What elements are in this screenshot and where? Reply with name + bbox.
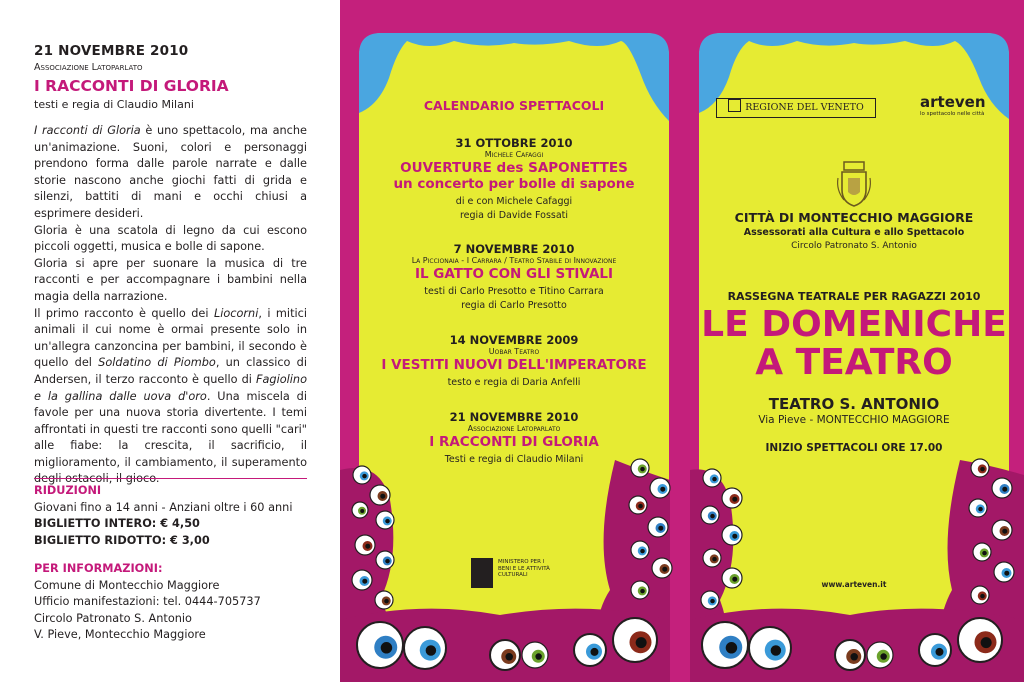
eye-icon: [994, 562, 1014, 582]
assessorati-label: Assessorati alla Cultura e allo Spettacolo: [743, 227, 965, 238]
eye-icon: [355, 535, 375, 555]
eye-icon: [703, 549, 721, 567]
eye-icon: [701, 591, 719, 609]
riduzioni-line: Giovani fino a 14 anni - Anziani oltre i 60 anni: [34, 500, 293, 514]
arteven-tagline: lo spettacolo nelle città: [920, 111, 985, 117]
eye-icon: [652, 558, 672, 578]
eye-icon: [958, 618, 1002, 662]
main-title-line1: LE DOMENICHE: [701, 304, 1007, 345]
eye-icon: [973, 543, 991, 561]
brochure-spread: [340, 0, 1024, 682]
eye-icon: [650, 478, 670, 498]
circolo-label: Circolo Patronato S. Antonio: [791, 241, 917, 251]
eye-icon: [522, 642, 548, 668]
description-paragraph: Gloria si apre per suonare la musica di tre racconti e per accompagnare i bambini nella magia della narrazione.: [34, 256, 307, 303]
teatro-address: Via Pieve - MONTECCHIO MAGGIORE: [758, 414, 950, 426]
info-heading: PER INFORMAZIONI:: [34, 562, 163, 575]
info-line: V. Pieve, Montecchio Maggiore: [34, 628, 206, 642]
text-span: , un classico di Andersen, il terzo racconto è quello di: [34, 356, 307, 386]
eye-icon: [749, 627, 791, 669]
description-paragraph: Gloria è una scatola di legno da cui escono piccoli oggetti, musica e bolle di sapone.: [34, 223, 307, 254]
left-text-column: [0, 0, 340, 682]
eye-icon: [376, 511, 394, 529]
eye-icon: [703, 469, 721, 487]
info-line: Ufficio manifestazioni: tel. 0444-705737: [34, 595, 261, 609]
event-credit: testi e regia di Claudio Milani: [34, 98, 194, 111]
eye-icon: [631, 459, 649, 477]
eye-icon: [835, 640, 865, 670]
show-date: 31 OTTOBRE 2010: [455, 136, 573, 150]
text-span: Il primo racconto è quello dei: [34, 306, 214, 320]
show-company: Associazione Latoparlato: [467, 424, 561, 433]
eye-icon: [971, 459, 989, 477]
event-company: Associazione Latoparlato: [34, 62, 143, 73]
eye-icon: [722, 525, 742, 545]
event-title: I RACCONTI DI GLORIA: [34, 77, 229, 95]
eye-icon: [701, 506, 719, 524]
regione-label: REGIONE DEL VENETO: [745, 102, 864, 113]
teatro-name: TEATRO S. ANTONIO: [768, 395, 940, 413]
eye-icon: [631, 541, 649, 559]
event-date: 21 NOVEMBRE 2010: [34, 43, 189, 59]
show-credit: regia di Davide Fossati: [459, 210, 569, 221]
eye-icon: [352, 502, 368, 518]
info-line: Circolo Patronato S. Antonio: [34, 611, 192, 625]
eye-icon: [370, 485, 390, 505]
italic-title: Soldatino di Piombo: [98, 356, 216, 370]
show-title: I VESTITI NUOVI DELL'IMPERATORE: [381, 357, 647, 373]
ticket-reduced-price: BIGLIETTO RIDOTTO: € 3,00: [34, 533, 210, 547]
show-company: Uobar Teatro: [488, 347, 540, 356]
eye-icon: [629, 496, 647, 514]
info-section: [34, 561, 261, 644]
eye-icon: [969, 499, 987, 517]
riduzioni-heading: RIDUZIONI: [34, 484, 102, 497]
italic-title: Liocorni: [213, 306, 259, 320]
eye-icon: [357, 622, 403, 668]
eye-icon: [376, 551, 394, 569]
eye-icon: [702, 622, 748, 668]
show-company: Michele Cafaggi: [484, 150, 544, 159]
calendar-heading: CALENDARIO SPETTACOLI: [423, 98, 605, 113]
riduzioni-section: [34, 483, 292, 549]
show-date: 7 NOVEMBRE 2010: [453, 242, 575, 256]
show-credit: regia di Carlo Presotto: [461, 300, 567, 311]
eye-icon: [613, 618, 657, 662]
arteven-name: arteven: [920, 93, 986, 111]
eye-icon: [490, 640, 520, 670]
rassegna-label: RASSEGNA TEATRALE PER RAGAZZI 2010: [727, 290, 981, 303]
description-paragraph: [34, 123, 307, 223]
info-line: Comune di Montecchio Maggiore: [34, 578, 220, 592]
show-credit: testi di Carlo Presotto e Titino Carrara: [424, 286, 604, 297]
eye-icon: [867, 642, 893, 668]
show-credit: testo e regia di Daria Anfelli: [447, 377, 581, 388]
eye-icon: [353, 466, 371, 484]
show-date: 14 NOVEMBRE 2009: [449, 333, 579, 347]
text-span: , i mitici animali il cui nome è ormai presente solo in un'allegra canzoncina per bambini, il secondo è quello del: [34, 306, 307, 370]
eye-icon: [992, 520, 1012, 540]
text-span: è uno spettacolo, ma anche un'animazione. Suoni, colori e personaggi prendono forma dalle parole narrate e dalle storie nascono anche giochi fatti di grida e silenzi, battiti di mani e occhi chiusi a esprimere desideri.: [34, 124, 307, 220]
eye-icon: [631, 581, 649, 599]
show-credit: Testi e regia di Claudio Milani: [444, 454, 584, 465]
italic-title: Fagiolino e la gallina dalle uova d'oro: [34, 372, 307, 403]
event-description: [34, 123, 307, 488]
start-time: INIZIO SPETTACOLI ORE 17.00: [765, 442, 943, 454]
description-paragraph: [34, 306, 307, 489]
ticket-full-price: BIGLIETTO INTERO: € 4,50: [34, 517, 200, 531]
main-title-line2: A TEATRO: [755, 342, 953, 383]
show-credit: di e con Michele Cafaggi: [455, 196, 573, 207]
eye-icon: [992, 478, 1012, 498]
website-label: www.arteven.it: [821, 580, 887, 589]
eye-icon: [375, 591, 393, 609]
monster-eyes-decoration: [340, 0, 1024, 682]
eye-icon: [722, 488, 742, 508]
italic-title: I racconti di Gloria: [34, 124, 141, 137]
show-company: La Piccionaia - I Carrara / Teatro Stabile di Innovazione: [411, 256, 617, 265]
divider: [34, 478, 307, 479]
show-date: 21 NOVEMBRE 2010: [449, 410, 579, 424]
eye-icon: [648, 517, 668, 537]
show-title: I RACCONTI DI GLORIA: [429, 434, 599, 450]
text-span: . Una miscela di favole per una nuova storia divertente. I temi affrontati in questi tre racconti sono quelli "cari" alle fiabe: la crescita, il sacrificio, il miglioramento, il cambiamento, il superamento degli ostacoli, il gioco.: [34, 389, 307, 486]
eye-icon: [919, 634, 951, 666]
eye-icon: [352, 570, 372, 590]
eye-icon: [722, 568, 742, 588]
eye-icon: [404, 627, 446, 669]
eye-icon: [971, 586, 989, 604]
show-subtitle: un concerto per bolle di sapone: [393, 176, 635, 192]
ministry-label: MINISTERO PER I BENI E LE ATTIVITÀ CULTURALI: [498, 559, 550, 578]
eye-icon: [574, 634, 606, 666]
show-title: OUVERTURE des SAPONETTES: [400, 160, 628, 176]
show-title: IL GATTO CON GLI STIVALI: [414, 266, 614, 282]
city-name: CITTÀ DI MONTECCHIO MAGGIORE: [734, 210, 974, 225]
